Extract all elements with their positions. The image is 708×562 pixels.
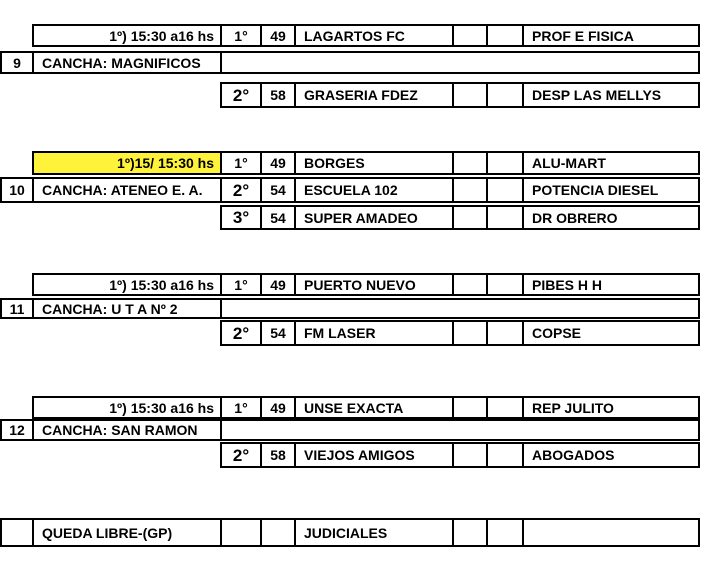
block-9-number: 9	[0, 51, 34, 74]
block-10-number: 10	[0, 177, 34, 203]
block-12-match-2-place: 2°	[220, 442, 262, 468]
block-9-match-2-away: DESP LAS MELLYS	[522, 82, 700, 108]
block-11-match-1-home: PUERTO NUEVO	[294, 273, 454, 296]
block-10-match-2-score-home	[452, 177, 488, 203]
block-10-time: 1º)15/ 15:30 hs	[32, 151, 222, 175]
block-10-match-1-number: 49	[260, 151, 296, 175]
block-11-match-2-score-home	[452, 320, 488, 346]
block-11-match-2-away: COPSE	[522, 320, 700, 346]
block-12-match-2-away: ABOGADOS	[522, 442, 700, 468]
block-11-match-2-place: 2°	[220, 320, 262, 346]
block-9-spacer	[220, 51, 700, 74]
block-11-field: CANCHA: U T A Nº 2	[32, 298, 222, 319]
block-10-match-2-away: POTENCIA DIESEL	[522, 177, 700, 203]
block-10-match-3-away: DR OBRERO	[522, 205, 700, 230]
block-11-match-1-place: 1°	[220, 273, 262, 296]
block-12-match-2-number: 58	[260, 442, 296, 468]
block-12-match-1-place: 1°	[220, 396, 262, 419]
block-10-match-2-home: ESCUELA 102	[294, 177, 454, 203]
block-9-field: CANCHA: MAGNIFICOS	[32, 51, 222, 74]
block-12-match-1-home: UNSE EXACTA	[294, 396, 454, 419]
block-12-match-2-score-home	[452, 442, 488, 468]
block-10-match-3-number: 54	[260, 205, 296, 230]
block-9-match-2-place: 2°	[220, 82, 262, 108]
free-row-place	[220, 518, 262, 547]
free-row-away	[522, 518, 700, 547]
block-9-match-1-away: PROF E FISICA	[522, 24, 700, 47]
block-10-match-1-away: ALU-MART	[522, 151, 700, 175]
block-9-match-1-home: LAGARTOS FC	[294, 24, 454, 47]
block-9-match-2-number: 58	[260, 82, 296, 108]
free-row-score-home	[452, 518, 488, 547]
block-9-match-1-score-home	[452, 24, 488, 47]
block-12-number: 12	[0, 419, 34, 441]
block-10-match-2-place: 2°	[220, 177, 262, 203]
block-12-match-1-score-home	[452, 396, 488, 419]
block-12-time: 1º) 15:30 a16 hs	[32, 396, 222, 419]
block-11-match-2-home: FM LASER	[294, 320, 454, 346]
free-row-team: JUDICIALES	[294, 518, 454, 547]
block-12-spacer	[220, 419, 700, 441]
block-9-match-1-score-away	[486, 24, 524, 47]
block-10-match-1-place: 1°	[220, 151, 262, 175]
block-9-time: 1º) 15:30 a16 hs	[32, 24, 222, 47]
block-10-match-3-score-home	[452, 205, 488, 230]
block-12-match-1-away: REP JULITO	[522, 396, 700, 419]
block-10-match-2-score-away	[486, 177, 524, 203]
block-12-match-2-score-away	[486, 442, 524, 468]
block-12-match-2-home: VIEJOS AMIGOS	[294, 442, 454, 468]
block-10-match-2-number: 54	[260, 177, 296, 203]
free-row-num	[260, 518, 296, 547]
block-12-match-1-score-away	[486, 396, 524, 419]
block-11-match-2-number: 54	[260, 320, 296, 346]
block-9-match-1-place: 1°	[220, 24, 262, 47]
block-11-match-2-score-away	[486, 320, 524, 346]
block-10-match-1-score-away	[486, 151, 524, 175]
free-row-number	[0, 518, 34, 547]
block-10-match-3-score-away	[486, 205, 524, 230]
block-11-match-1-away: PIBES H H	[522, 273, 700, 296]
block-9-match-2-score-home	[452, 82, 488, 108]
block-12-match-1-number: 49	[260, 396, 296, 419]
block-12-field: CANCHA: SAN RAMON	[32, 419, 222, 441]
block-10-field: CANCHA: ATENEO E. A.	[32, 177, 222, 203]
block-11-number: 11	[0, 298, 34, 319]
block-10-match-3-home: SUPER AMADEO	[294, 205, 454, 230]
block-9-match-1-number: 49	[260, 24, 296, 47]
block-11-match-1-number: 49	[260, 273, 296, 296]
free-row-label: QUEDA LIBRE-(GP)	[32, 518, 222, 547]
block-11-spacer	[220, 298, 700, 319]
block-10-match-1-home: BORGES	[294, 151, 454, 175]
block-10-match-3-place: 3°	[220, 205, 262, 230]
block-11-time: 1º) 15:30 a16 hs	[32, 273, 222, 296]
block-10-match-1-score-home	[452, 151, 488, 175]
block-9-match-2-score-away	[486, 82, 524, 108]
free-row-score-away	[486, 518, 524, 547]
block-11-match-1-score-away	[486, 273, 524, 296]
block-11-match-1-score-home	[452, 273, 488, 296]
block-9-match-2-home: GRASERIA FDEZ	[294, 82, 454, 108]
